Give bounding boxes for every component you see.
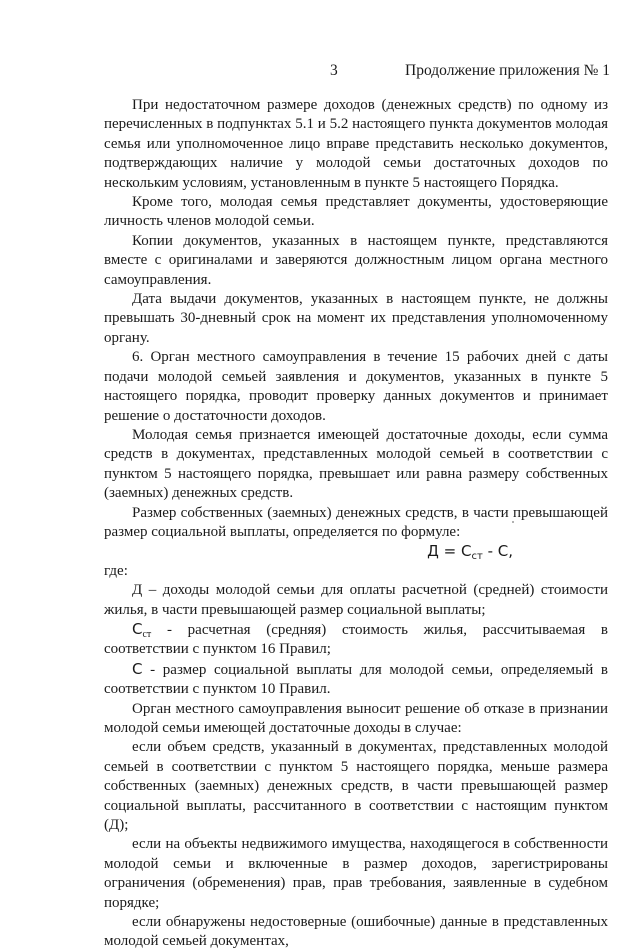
cst-symbol: С [132, 619, 143, 638]
paragraph: если объем средств, указанный в документах, представленных молодой семьей в соответствии с пунктом 5 настоящего порядка, меньше размера собственных (заемных) денежных средств, в части превышающей размер социальной выплаты, рассчитанного в соответствии с настоящим пунктом (Д); [104, 739, 608, 834]
paragraph: Размер собственных (заемных) денежных средств, в части превышающей размер социальной выплаты, определяется по формуле: [104, 504, 608, 540]
c-symbol: С [132, 659, 143, 678]
paragraph: Копии документов, указанных в настоящем пункте, представляются вместе с оригиналами и заверяются должностным лицом органа местного самоуправления. [104, 232, 608, 288]
page-number: 3 [330, 62, 338, 79]
definition-c [104, 660, 608, 700]
document-body [104, 96, 608, 952]
c-text: - размер социальной выплаты для молодой семьи, определяемый в соответствии с пунктом 10 Правил. [104, 661, 608, 698]
where-label: где: [104, 562, 128, 579]
formula [104, 542, 608, 561]
page-header [0, 62, 640, 82]
paragraph: если на объекты недвижимого имущества, находящегося в собственности молодой семьи и включенные в размер доходов, зарегистрированы ограничения (обременения) прав, прав требования, заявленные в судебном порядке; [104, 836, 608, 911]
paragraph: Дата выдачи документов, указанных в настоящем пункте, не должны превышать 30-дневный срок на момент их представления уполномоченному органу. [104, 291, 608, 346]
formula-rhs: - С, [482, 542, 513, 561]
paragraph: Кроме того, молодая семья представляет документы, удостоверяющие личность членов молодой семьи. [104, 194, 608, 230]
appendix-label: Продолжение приложения № 1 [405, 62, 610, 79]
cst-text: - расчетная (средняя) стоимость жилья, рассчитываемая в соответствии с пунктом 16 Правил; [104, 621, 608, 658]
definition-d: Д – доходы молодой семьи для оплаты расчетной (средней) стоимости жилья, в части превышающей размер социальной выплаты; [104, 582, 608, 618]
definition-cst [104, 620, 608, 660]
cst-subscript: ст [142, 628, 152, 640]
paragraph: При недостаточном размере доходов (денежных средств) по одному из перечисленных в подпунктах 5.1 и 5.2 настоящего пункта документов молодая семья или уполномоченное лицо вправе представить несколько документов, подтверждающих наличие у молодой семьи достаточных доходов по нескольким условиям, установленным в пункте 5 настоящего Порядка. [104, 97, 608, 191]
formula-subscript: ст [471, 551, 483, 563]
paragraph: Орган местного самоуправления выносит решение об отказе в признании молодой семьи имеющей достаточные доходы в случае: [104, 700, 608, 736]
paragraph: Молодая семья признается имеющей достаточные доходы, если сумма средств в документах, представленных молодой семьей в соответствии с пунктом 5 настоящего порядка, превышает или равна размеру собственных (заемных) денежных средств. [104, 426, 608, 502]
paragraph: если обнаружены недостоверные (ошибочные) данные в представленных молодой семьей документах, [104, 914, 608, 950]
formula-lhs: Д = С [427, 542, 472, 561]
paragraph: 6. Орган местного самоуправления в течение 15 рабочих дней с даты подачи молодой семьей заявления и документов, указанных в пункте 5 настоящего порядка, проводит проверку данных документов и принимает решение о достаточности доходов. [104, 349, 608, 424]
scan-speck [512, 521, 514, 523]
